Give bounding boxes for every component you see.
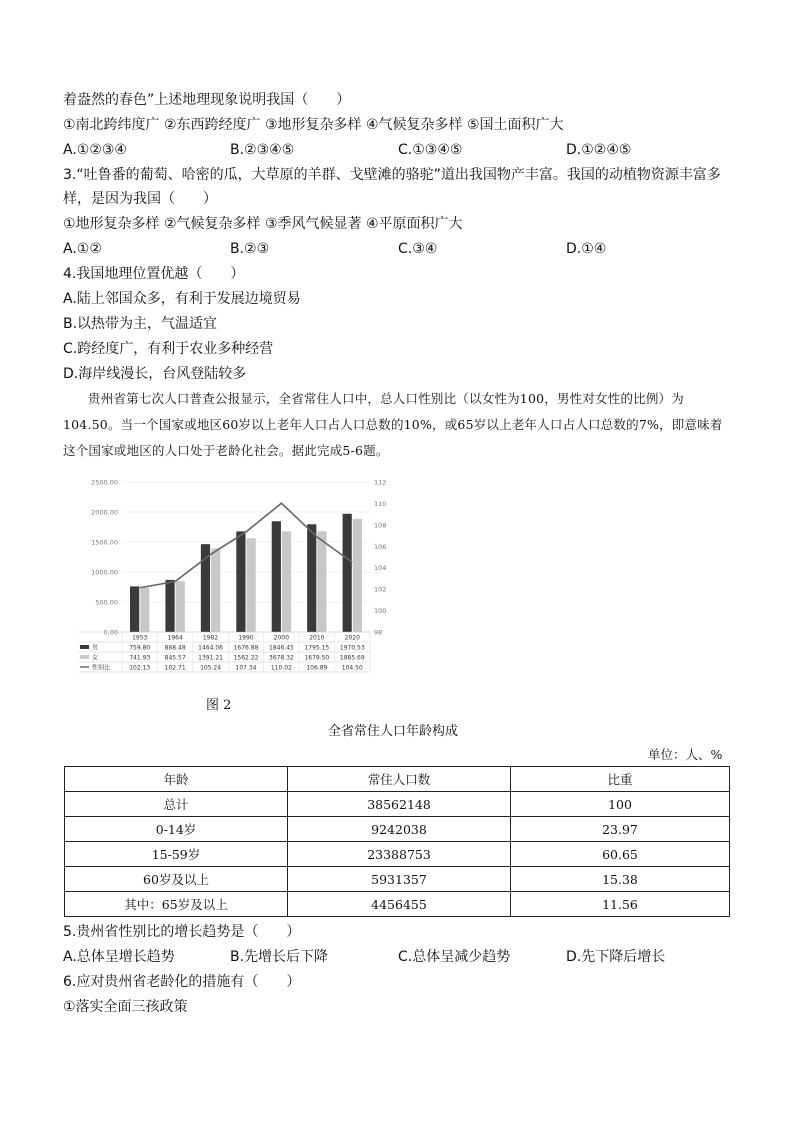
table-cell: 23388753 — [288, 842, 511, 867]
legend-label: 男 — [92, 644, 99, 652]
table-cell: 0-14岁 — [65, 817, 288, 842]
table-value: 107.34 — [235, 664, 257, 672]
header-age: 年龄 — [65, 767, 288, 792]
table-row — [65, 892, 730, 917]
bar-male — [343, 514, 352, 632]
table-cell: 100 — [511, 792, 730, 817]
category-label: 2000 — [273, 634, 290, 642]
bar-female — [176, 581, 185, 632]
left-tick-label: 500.00 — [95, 598, 118, 607]
bar-female — [211, 549, 220, 632]
table-cell: 60岁及以上 — [65, 867, 288, 892]
q3-option-d[interactable]: D.①④ — [566, 241, 607, 257]
table-cell: 60.65 — [511, 842, 730, 867]
q3-option-b[interactable]: B.②③ — [230, 241, 270, 257]
table-value: 1562.22 — [233, 654, 259, 662]
q5-option-a[interactable]: A.总体呈增长趋势 — [63, 949, 175, 965]
table-value: 845.57 — [164, 654, 186, 662]
category-label: 2010 — [309, 634, 325, 642]
table-cell: 其中：65岁及以上 — [65, 892, 288, 917]
right-tick-label: 106 — [374, 542, 387, 551]
table-value: 104.50 — [341, 664, 363, 672]
table-value: 106.89 — [306, 664, 328, 672]
table-value: 1464.06 — [198, 644, 223, 652]
table-cell: 23.97 — [511, 817, 730, 842]
legend-label: 性别比 — [92, 664, 111, 672]
age-table — [64, 766, 730, 917]
q3-option-a[interactable]: A.①② — [63, 241, 102, 257]
table-value: 1391.21 — [198, 654, 223, 662]
legend-label: 女 — [92, 654, 99, 662]
q4-option-c[interactable]: C.跨经度广，有利于农业多种经营 — [63, 341, 274, 357]
left-tick-label: 2000.00 — [91, 508, 118, 517]
left-tick-label: 2500.00 — [91, 478, 118, 487]
q6-statement-1: ①落实全面三孩政策 — [63, 999, 188, 1015]
q2-option-a[interactable]: A.①②③④ — [63, 142, 127, 158]
right-tick-label: 110 — [374, 499, 387, 508]
q2-option-d[interactable]: D.①②④⑤ — [566, 142, 632, 158]
table-value: 1679.50 — [304, 654, 330, 662]
q4-option-b[interactable]: B.以热带为主，气温适宜 — [63, 316, 218, 332]
header-share: 比重 — [511, 767, 730, 792]
q2-option-c[interactable]: C.①③④⑤ — [398, 142, 463, 158]
right-tick-label: 98 — [374, 628, 383, 637]
right-tick-label: 104 — [374, 564, 387, 573]
table-value: 1970.53 — [339, 644, 365, 652]
table-cell: 15.38 — [511, 867, 730, 892]
left-tick-label: 1000.00 — [91, 568, 118, 577]
population-chart — [78, 470, 396, 680]
table-cell: 5931357 — [288, 867, 511, 892]
q3-stem-line1: 3.“吐鲁番的葡萄、哈密的瓜，大草原的羊群、戈壁滩的骆驼”道出我国物产丰富。我国的动植物资源丰富多 — [63, 167, 721, 183]
table-value: 868.48 — [164, 644, 186, 652]
table-value: 1846.45 — [269, 644, 294, 652]
table-cell: 4456455 — [288, 892, 511, 917]
table-cell: 38562148 — [288, 792, 511, 817]
q3-statements: ①地形复杂多样 ②气候复杂多样 ③季风气候显著 ④平原面积广大 — [63, 216, 463, 232]
right-tick-label: 112 — [374, 478, 387, 487]
category-label: 1982 — [202, 634, 219, 642]
q2-statements: ①南北跨纬度广 ②东西跨经度广 ③地形复杂多样 ④气候复杂多样 ⑤国土面积广大 — [63, 117, 564, 133]
table-row — [65, 842, 730, 867]
right-tick-label: 102 — [374, 585, 387, 594]
legend-key-swatch — [80, 655, 89, 659]
category-label: 1990 — [238, 634, 254, 642]
table-value: 1885.69 — [339, 654, 365, 662]
legend-key-swatch — [80, 645, 89, 649]
table-value: 3678.32 — [269, 654, 294, 662]
table-value: 102.71 — [164, 664, 186, 672]
q5-stem: 5.贵州省性别比的增长趋势是（ ） — [63, 924, 301, 940]
q5-option-d[interactable]: D.先下降后增长 — [566, 949, 666, 965]
bar-female — [282, 531, 291, 632]
header-count: 常住人口数 — [288, 767, 511, 792]
table-value: 1795.15 — [304, 644, 330, 652]
table-row — [65, 867, 730, 892]
table-value: 110.02 — [270, 664, 292, 672]
table-cell: 9242038 — [288, 817, 511, 842]
table-value: 102.13 — [129, 664, 151, 672]
q3-stem-line2: 样，是因为我国（ ） — [63, 191, 217, 207]
bar-female — [247, 538, 256, 632]
bar-female — [353, 519, 362, 632]
table-value: 1676.88 — [233, 644, 259, 652]
q5-option-b[interactable]: B.先增长后下降 — [230, 949, 329, 965]
table-value: 759.80 — [129, 644, 151, 652]
age-table-unit: 单位：人、% — [648, 747, 723, 762]
table-row — [65, 792, 730, 817]
age-table-title: 全省常住人口年龄构成 — [328, 724, 459, 739]
table-cell: 15-59岁 — [65, 842, 288, 867]
table-cell: 11.56 — [511, 892, 730, 917]
q2-stem: 着盎然的春色”上述地理现象说明我国（ ） — [63, 92, 351, 108]
table-value: 741.93 — [129, 654, 151, 662]
bar-male — [236, 531, 245, 632]
left-tick-label: 1500.00 — [91, 538, 118, 547]
q4-stem: 4.我国地理位置优越（ ） — [63, 266, 245, 282]
bar-female — [140, 587, 149, 632]
table-cell: 总计 — [65, 792, 288, 817]
bar-male — [165, 580, 174, 632]
bar-female — [317, 531, 326, 632]
q2-option-b[interactable]: B.②③④⑤ — [230, 142, 295, 158]
age-table-header — [65, 767, 730, 792]
bar-male — [272, 521, 281, 632]
q4-option-a[interactable]: A.陆上邻国众多，有利于发展边境贸易 — [63, 291, 301, 307]
right-tick-label: 100 — [374, 607, 387, 616]
left-tick-label: 0.00 — [103, 628, 118, 637]
q5-option-c[interactable]: C.总体呈减少趋势 — [398, 949, 511, 965]
q6-stem: 6.应对贵州省老龄化的措施有（ ） — [63, 974, 301, 990]
table-value: 105.24 — [200, 664, 222, 672]
right-tick-label: 108 — [374, 521, 387, 530]
category-label: 2020 — [344, 634, 360, 642]
bar-male — [130, 586, 139, 632]
chart-caption: 图 2 — [206, 698, 232, 713]
q4-option-d[interactable]: D.海岸线漫长，台风登陆较多 — [63, 366, 247, 382]
material-paragraph: 贵州省第七次人口普查公报显示，全省常住人口中，总人口性别比（以女性为100，男性对女性的比例）为104.50。当一个国家或地区60岁以上老年人口占人口总数的10%，或65岁以上老年人口占人口总数的7%，即意味着这个国家或地区的人口处于老龄化社会。据此完成5-6题。 — [63, 391, 723, 458]
table-row — [65, 817, 730, 842]
category-label: 1964 — [167, 634, 183, 642]
category-label: 1953 — [132, 634, 148, 642]
bar-male — [307, 524, 316, 632]
q3-option-c[interactable]: C.③④ — [398, 241, 438, 257]
